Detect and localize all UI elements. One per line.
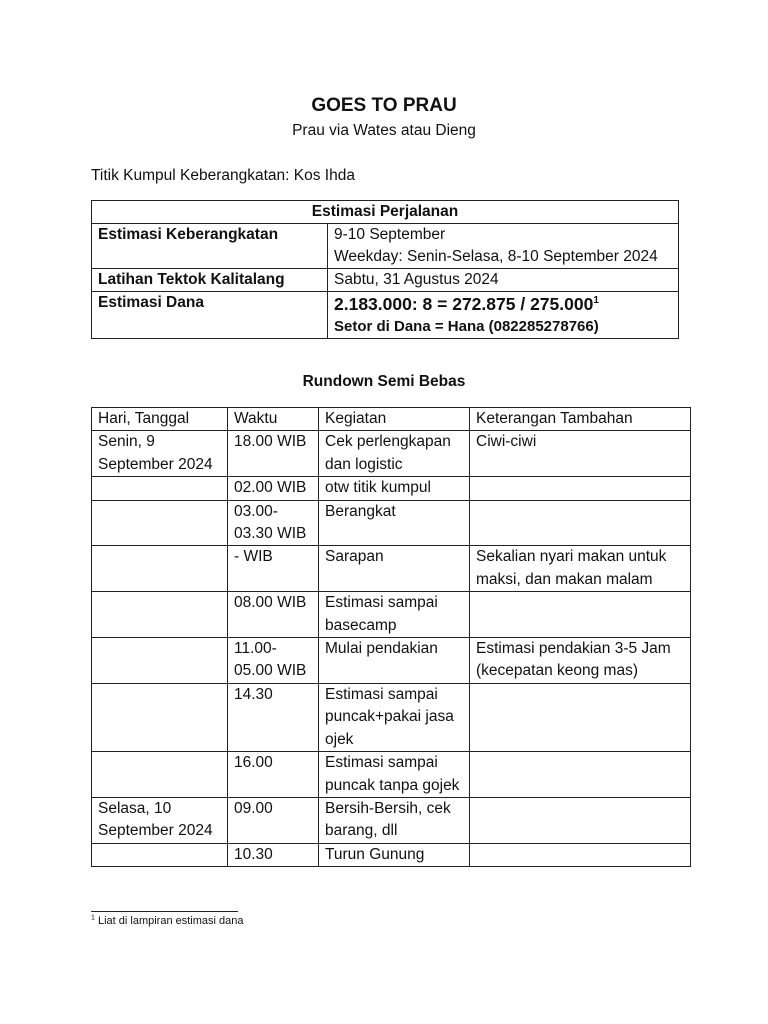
table-row (92, 431, 691, 477)
rundown-title: Rundown Semi Bebas (302, 373, 466, 390)
cell-time: 03.00-03.30 WIB (228, 500, 319, 546)
cell-time: 08.00 WIB (228, 592, 319, 638)
estimasi-header: Estimasi Perjalanan (92, 201, 679, 224)
footnote-number: 1 (91, 914, 95, 922)
cell-day-date (92, 638, 228, 684)
table-row (92, 752, 691, 798)
column-header: Kegiatan (319, 408, 470, 431)
cell-notes (470, 500, 691, 546)
estimasi-value-line: Weekday: Senin-Selasa, 8-10 September 2024 (334, 248, 658, 265)
cell-activity: Sarapan (319, 546, 470, 592)
cell-notes (470, 477, 691, 500)
document-subtitle: Prau via Wates atau Dieng (292, 122, 476, 139)
dana-amount (334, 292, 672, 316)
cell-notes: Estimasi pendakian 3-5 Jam (kecepatan keong mas) (470, 638, 691, 684)
cell-activity: Berangkat (319, 500, 470, 546)
estimasi-row (92, 224, 679, 269)
estimasi-label: Latihan Tektok Kalitalang (92, 269, 328, 292)
table-row (92, 592, 691, 638)
table-row (92, 843, 691, 866)
footnote-separator (91, 911, 238, 912)
estimasi-row (92, 292, 679, 339)
cell-day-date (92, 592, 228, 638)
estimasi-value: Sabtu, 31 Agustus 2024 (328, 269, 679, 292)
table-row (92, 500, 691, 546)
estimasi-value (328, 292, 679, 339)
footnote-ref[interactable]: 1 (593, 295, 599, 307)
estimasi-table (91, 200, 679, 339)
cell-notes (470, 752, 691, 798)
cell-day-date (92, 752, 228, 798)
cell-notes (470, 683, 691, 751)
cell-time: 10.30 (228, 843, 319, 866)
cell-activity: otw titik kumpul (319, 477, 470, 500)
cell-notes (470, 797, 691, 843)
footnote (91, 915, 244, 927)
cell-time: - WIB (228, 546, 319, 592)
cell-day-date (92, 500, 228, 546)
rundown-header-row (92, 408, 691, 431)
cell-notes: Sekalian nyari makan untuk maksi, dan makan malam (470, 546, 691, 592)
cell-day-date (92, 843, 228, 866)
column-header: Waktu (228, 408, 319, 431)
cell-time: 14.30 (228, 683, 319, 751)
cell-activity: Estimasi sampai basecamp (319, 592, 470, 638)
meeting-point: Titik Kumpul Keberangkatan: Kos Ihda (91, 167, 355, 184)
table-row (92, 546, 691, 592)
estimasi-value (328, 224, 679, 269)
cell-day-date: Selasa, 10 September 2024 (92, 797, 228, 843)
cell-activity: Estimasi sampai puncak tanpa gojek (319, 752, 470, 798)
document-title: GOES TO PRAU (311, 95, 457, 116)
cell-time: 18.00 WIB (228, 431, 319, 477)
table-row (92, 797, 691, 843)
cell-time: 02.00 WIB (228, 477, 319, 500)
estimasi-label: Estimasi Keberangkatan (92, 224, 328, 269)
cell-notes (470, 592, 691, 638)
cell-day-date (92, 477, 228, 500)
footnote-text: Liat di lampiran estimasi dana (97, 915, 244, 927)
cell-day-date (92, 546, 228, 592)
estimasi-row (92, 269, 679, 292)
cell-activity: Bersih-Bersih, cek barang, dll (319, 797, 470, 843)
table-row (92, 683, 691, 751)
dana-amount-text: 2.183.000: 8 = 272.875 / 275.000 (334, 294, 594, 314)
column-header: Keterangan Tambahan (470, 408, 691, 431)
table-row (92, 477, 691, 500)
table-row (92, 638, 691, 684)
cell-time: 09.00 (228, 797, 319, 843)
cell-activity: Turun Gunung (319, 843, 470, 866)
rundown-table (91, 407, 691, 867)
cell-time: 11.00-05.00 WIB (228, 638, 319, 684)
cell-notes (470, 843, 691, 866)
cell-activity: Estimasi sampai puncak+pakai jasa ojek (319, 683, 470, 751)
cell-notes: Ciwi-ciwi (470, 431, 691, 477)
estimasi-value-line: 9-10 September (334, 226, 446, 243)
estimasi-label: Estimasi Dana (92, 292, 328, 339)
cell-time: 16.00 (228, 752, 319, 798)
cell-activity: Mulai pendakian (319, 638, 470, 684)
column-header: Hari, Tanggal (92, 408, 228, 431)
dana-deposit-note: Setor di Dana = Hana (082285278766) (334, 318, 599, 335)
cell-day-date: Senin, 9 September 2024 (92, 431, 228, 477)
cell-day-date (92, 683, 228, 751)
cell-activity: Cek perlengkapan dan logistic (319, 431, 470, 477)
